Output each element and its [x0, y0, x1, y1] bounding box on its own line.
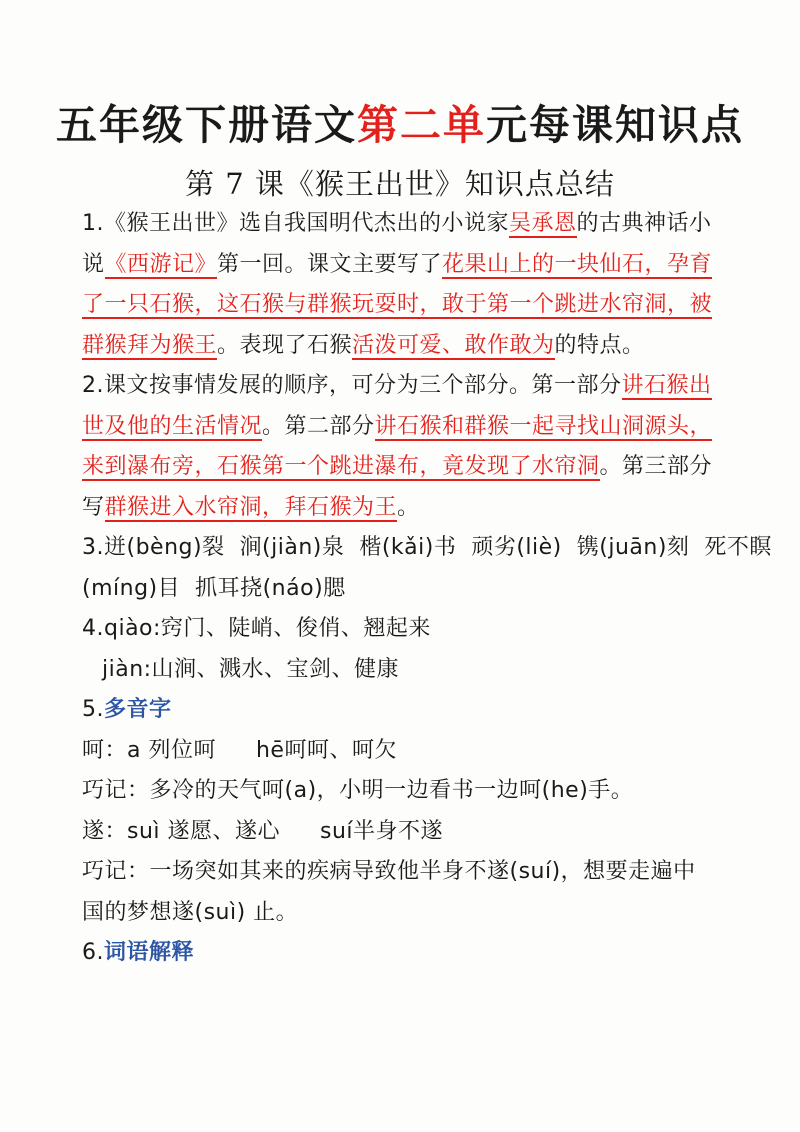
item-5-he-line — [82, 731, 722, 772]
item6-heading-text: 词语解释 — [104, 940, 195, 965]
title-part-1: 五年级下册语文 — [56, 101, 357, 149]
item2-part2-highlight: 讲石猴和群猴一起寻找山洞源头，来到瀑布旁，石猴第一个跳进瀑布，竟发现了水帘洞 — [82, 413, 713, 479]
title-part-2-highlight: 第二单 — [357, 101, 486, 149]
item-5-he-tip: 巧记：多冷的天气呵(a)，小明一边看书一边呵(he)手。 — [82, 778, 634, 803]
sui-reading-2: suí半身不遂 — [320, 818, 444, 844]
sui-reading-4: 遂：suì 遂愿、遂心 — [82, 818, 281, 844]
item-2 — [82, 366, 722, 528]
item1-text-2: 的古典神话小说 — [82, 211, 712, 277]
item-5-heading — [82, 690, 722, 731]
item5-heading-text: 多音字 — [104, 697, 172, 722]
item1-text-4: 。表现了石猴 — [217, 332, 353, 358]
item-6-heading — [82, 933, 722, 974]
item-5-sui-line — [82, 812, 722, 853]
item5-number: 5. — [82, 697, 104, 722]
item2-text-2: 。第二部分 — [262, 413, 375, 439]
title-part-3: 元每课知识点 — [486, 101, 744, 149]
item-4-line-2: jiàn:山涧、溅水、宝剑、健康 — [102, 656, 400, 682]
item-5-sui-tip-1: 巧记：一场突如其来的疾病导致他半身不遂(suí)，想要走遍中 — [82, 859, 696, 884]
item1-book-highlight: 《西游记》 — [104, 251, 218, 277]
lesson-subtitle: 第 7 课《猴王出世》知识点总结 — [185, 167, 615, 201]
item-3-line-1: 3.迸(bèng)裂 涧(jiàn)泉 楷(kǎi)书 顽劣(liè) 镌(juān)刻 死不瞑 — [82, 535, 772, 560]
item2-text-1: 2.课文按事情发展的顺序，可分为三个部分。第一部分 — [82, 373, 622, 398]
item1-text-5: 的特点。 — [554, 332, 645, 358]
item1-text-3: 第一回。课文主要写了 — [217, 251, 443, 277]
he-reading-he: hē呵呵、呵欠 — [255, 737, 397, 763]
item2-part1-highlight: 讲石猴出世及他的生活情况 — [82, 373, 712, 439]
item-3-line-2: (míng)目 抓耳挠(náo)腮 — [82, 575, 346, 601]
item6-number: 6. — [82, 940, 104, 965]
page-title — [0, 92, 800, 151]
item1-author-highlight: 吴承恩 — [509, 211, 577, 236]
item2-text-3: 。第三部分写 — [82, 454, 713, 520]
he-reading-a: 呵：a 列位呵 — [82, 737, 216, 763]
item-4-line-1: 4.qiào:窍门、陡峭、俊俏、翘起来 — [82, 616, 431, 641]
item1-traits-highlight: 活泼可爱、敢作敢为 — [352, 332, 555, 358]
item1-text-1: 1.《猴王出世》选自我国明代杰出的小说家 — [82, 211, 509, 236]
content-body — [82, 204, 772, 974]
item-1 — [82, 204, 722, 366]
item1-summary-highlight: 花果山上的一块仙石，孕育了一只石猴，这石猴与群猴玩耍时，敢于第一个跳进水帘洞，被群猴拜为猴王 — [82, 251, 713, 358]
item2-part3-highlight: 群猴进入水帘洞，拜石猴为王 — [104, 494, 398, 520]
item-5-sui-tip-2: 国的梦想遂(suì) 止。 — [82, 899, 299, 925]
item2-text-4: 。 — [397, 494, 420, 520]
